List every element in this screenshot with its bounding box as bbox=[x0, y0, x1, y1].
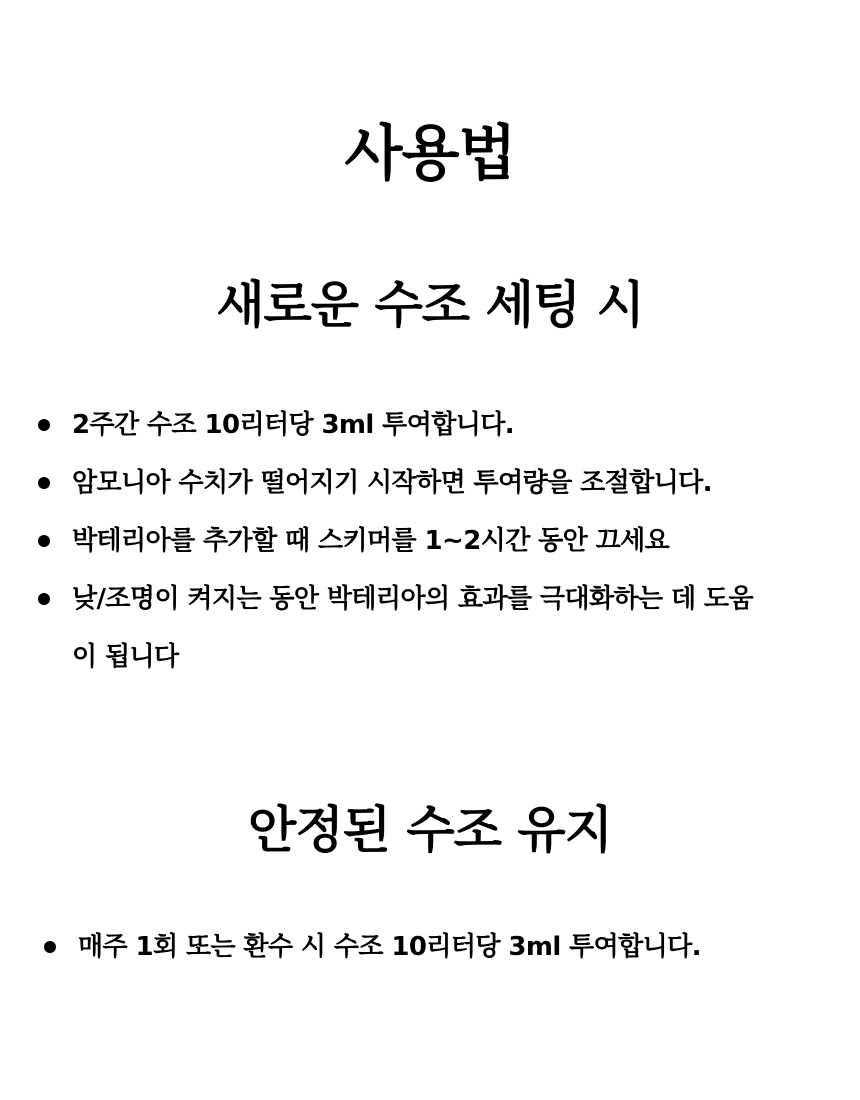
bullet-icon bbox=[44, 941, 56, 953]
page-title: 사용법 bbox=[344, 119, 516, 189]
bullet-icon bbox=[38, 535, 50, 547]
list-item bbox=[36, 396, 836, 454]
list-item-text: 박테리아를 추가할 때 스키머를 1~2시간 동안 끄세요 bbox=[72, 526, 670, 556]
bullet-icon bbox=[38, 477, 50, 489]
list-item bbox=[36, 512, 836, 570]
stable-tank-instructions-list bbox=[42, 918, 842, 976]
list-item-text: 암모니아 수치가 떨어지기 시작하면 투여량을 조절합니다. bbox=[72, 468, 712, 498]
new-tank-instructions-list bbox=[36, 396, 836, 686]
list-item bbox=[42, 918, 842, 976]
list-item-text: 매주 1회 또는 환수 시 수조 10리터당 3ml 투여합니다. bbox=[78, 932, 701, 962]
section-heading-new-tank: 새로운 수조 세팅 시 bbox=[216, 276, 644, 334]
section-heading-stable-tank: 안정된 수조 유지 bbox=[248, 801, 612, 859]
bullet-icon bbox=[38, 593, 50, 605]
bullet-icon bbox=[38, 419, 50, 431]
list-item-text: 낮/조명이 켜지는 동안 박테리아의 효과를 극대화하는 데 도움이 됩니다 bbox=[72, 584, 753, 672]
list-item bbox=[36, 454, 836, 512]
list-item-text: 2주간 수조 10리터당 3ml 투여합니다. bbox=[72, 410, 515, 440]
list-item bbox=[36, 570, 836, 686]
